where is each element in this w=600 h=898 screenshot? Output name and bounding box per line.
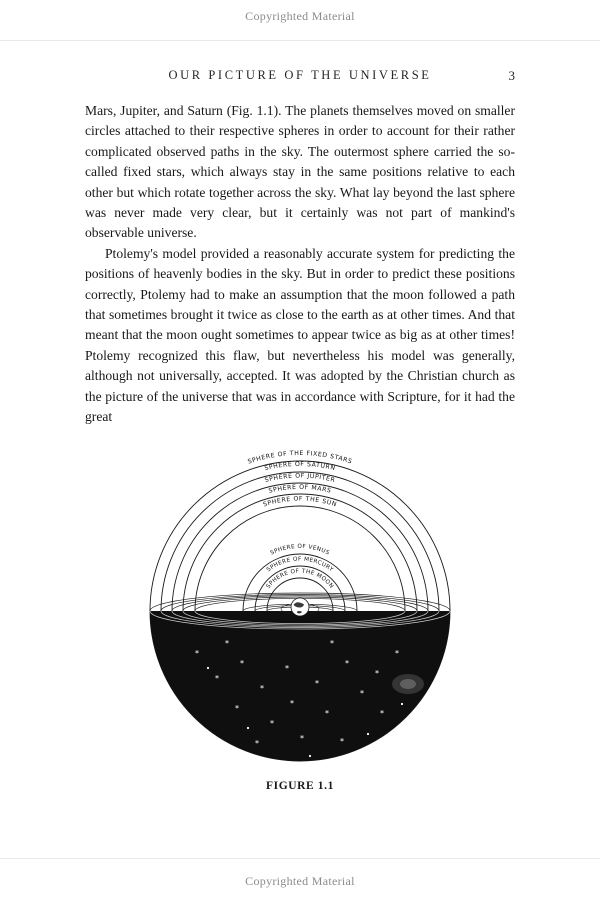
star-icon: *	[260, 683, 264, 693]
sphere-label-jupiter: SPHERE OF JUPITER	[264, 472, 336, 484]
star-icon	[247, 726, 249, 728]
figure-caption: FIGURE 1.1	[266, 779, 334, 792]
star-icon	[367, 732, 369, 734]
ptolemaic-universe-diagram	[140, 446, 460, 768]
star-icon: *	[215, 673, 219, 683]
star-icon	[401, 702, 403, 704]
star-icon: *	[225, 638, 229, 648]
star-icon: *	[330, 638, 334, 648]
page-number: 3	[508, 68, 515, 83]
svg-text:SPHERE OF THE MOON	[266, 568, 335, 589]
star-icon: *	[325, 708, 329, 718]
star-icon: *	[300, 733, 304, 743]
nebula-smudge	[392, 674, 424, 694]
star-icon: *	[380, 708, 384, 718]
sphere-label-venus: SPHERE OF VENUS	[269, 543, 331, 557]
star-icon: *	[235, 703, 239, 713]
star-icon: *	[290, 698, 294, 708]
star-icon	[207, 666, 209, 668]
sphere-label-fixed-stars: SPHERE OF THE FIXED STARS	[246, 449, 354, 466]
star-icon: *	[315, 678, 319, 688]
chapter-title: OUR PICTURE OF THE UNIVERSE	[168, 68, 432, 82]
star-icon: *	[375, 668, 379, 678]
paragraph-1: Mars, Jupiter, and Saturn (Fig. 1.1). The planets themselves moved on smaller circles attached to their respective spheres in order to account for their rather complicated observed paths in the sky. The outermost sphere carried the so-called fixed stars, which always stay in the same positions relative to each other but which rotate together across the sky. What lay beyond the last sphere was never made very clear, but it certainly was not part of mankind's observable universe.	[85, 103, 515, 241]
star-icon: *	[395, 648, 399, 658]
star-icon: *	[240, 658, 244, 668]
svg-text:SPHERE OF SATURN	[264, 460, 336, 471]
body-text	[85, 101, 515, 428]
star-icon	[309, 754, 311, 756]
copyright-notice-bottom: Copyrighted Material	[245, 874, 355, 888]
svg-text:SPHERE OF VENUS	[270, 543, 331, 556]
sphere-label-saturn: SPHERE OF SATURN	[263, 460, 337, 472]
star-icon: *	[340, 736, 344, 746]
sphere-label-sun: SPHERE OF THE SUN	[262, 495, 338, 509]
star-icon: *	[360, 688, 364, 698]
star-icon: *	[345, 658, 349, 668]
svg-text:SPHERE OF MARS	[268, 483, 332, 494]
sphere-labels	[247, 449, 353, 589]
star-icon: *	[255, 738, 259, 748]
star-icon: *	[285, 663, 289, 673]
sphere-label-mercury: SPHERE OF MERCURY	[265, 556, 335, 573]
star-icon: *	[270, 718, 274, 728]
sphere-label-mars: SPHERE OF MARS	[267, 483, 333, 495]
running-header	[85, 68, 515, 84]
sphere-label-moon: SPHERE OF THE MOON	[265, 568, 335, 590]
copyright-notice-top: Copyrighted Material	[245, 9, 355, 23]
page-edge-line-bottom	[0, 858, 600, 859]
paragraph-2: Ptolemy's model provided a reasonably accurate system for predicting the positions of heavenly bodies in the sky. But in order to predict these positions correctly, Ptolemy had to make an assumption that the moon followed a path that sometimes brought it twice as close to the earth as at other times. And that meant that the moon ought sometimes to appear twice as big as at other times! Ptolemy recognized this flaw, but nevertheless his model was generally, although not universally, accepted. It was adopted by the Christian church as the picture of the universe that was in accordance with Scripture, for it had the great	[85, 245, 515, 425]
figure-1-1	[0, 446, 600, 792]
page-edge-line-top	[0, 40, 600, 41]
star-icon: *	[195, 648, 199, 658]
